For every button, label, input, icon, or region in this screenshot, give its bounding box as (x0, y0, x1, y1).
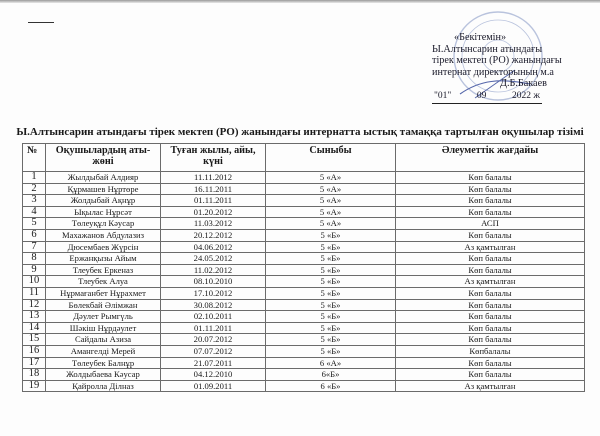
row-num: 4 (23, 206, 46, 218)
birth-date: 01.20.2012 (161, 206, 266, 218)
table-row (23, 253, 585, 265)
row-num: 1 (23, 172, 46, 184)
class-name: 6 «А» (266, 357, 396, 369)
birth-date: 01.11.2011 (161, 195, 266, 207)
student-name: Жолдыбаева Кәусар (46, 369, 161, 381)
class-name: 5 «Б» (266, 253, 396, 265)
row-num: 14 (23, 322, 46, 334)
row-num: 19 (23, 380, 46, 392)
social-status: Көп балалы (396, 287, 585, 299)
class-name: 5 «Б» (266, 299, 396, 311)
class-name: 5 «Б» (266, 287, 396, 299)
row-num: 12 (23, 299, 46, 311)
student-name: Шәкіш Нұрдәулет (46, 322, 161, 334)
student-name: Тлеубек Еркеназ (46, 264, 161, 276)
student-name: Жолдыбай Ақнұр (46, 195, 161, 207)
student-name: Төлеубек Балнұр (46, 357, 161, 369)
student-name: Бөлекбай Әлімжан (46, 299, 161, 311)
student-name: Сайдалы Азиза (46, 334, 161, 346)
birth-date: 01.11.2011 (161, 322, 266, 334)
date-day: "01" (434, 90, 452, 101)
class-name: 5 «А» (266, 172, 396, 184)
birth-date: 11.03.2012 (161, 218, 266, 230)
class-name: 5 «Б» (266, 241, 396, 253)
class-name: 5 «Б» (266, 276, 396, 288)
header-social: Әлеуметтік жағдайы (396, 144, 585, 172)
margin-mark (28, 22, 54, 23)
student-name: Құрмашев Нұртөре (46, 183, 161, 195)
table-row (23, 322, 585, 334)
approval-line-1: Ы.Алтынсарин атындағы (432, 43, 543, 55)
row-num: 16 (23, 345, 46, 357)
row-num: 18 (23, 369, 46, 381)
table-row (23, 172, 585, 184)
social-status: Көп балалы (396, 311, 585, 323)
class-name: 5 «А» (266, 218, 396, 230)
class-name: 5 «Б» (266, 345, 396, 357)
birth-date: 24.05.2012 (161, 253, 266, 265)
birth-date: 17.10.2012 (161, 287, 266, 299)
social-status: Көп балалы (396, 229, 585, 241)
birth-date: 07.07.2012 (161, 345, 266, 357)
social-status: Аз қамтылған (396, 276, 585, 288)
social-status: Көпбалалы (396, 345, 585, 357)
row-num: 9 (23, 264, 46, 276)
birth-date: 21.07.2011 (161, 357, 266, 369)
director-name: Д.Б.Бакаев (500, 78, 547, 90)
row-num: 11 (23, 287, 46, 299)
table-row (23, 206, 585, 218)
table-row (23, 287, 585, 299)
row-num: 7 (23, 241, 46, 253)
birth-date: 01.09.2011 (161, 380, 266, 392)
table-header-row (23, 144, 585, 172)
table-row (23, 264, 585, 276)
class-name: 5 «Б» (266, 322, 396, 334)
birth-date: 04.12.2010 (161, 369, 266, 381)
row-num: 17 (23, 357, 46, 369)
header-num: № (23, 144, 46, 172)
approval-line-2: тірек мектеп (РО) жанындағы (432, 55, 562, 67)
birth-date: 20.07.2012 (161, 334, 266, 346)
document-title: Ы.Алтынсарин атындағы тірек мектеп (РО) жанындағы интернатта ыстық тамаққа тартылған оқушылар тізімі (16, 126, 584, 138)
student-name: Амангелді Мерей (46, 345, 161, 357)
birth-date: 16.11.2011 (161, 183, 266, 195)
class-name: 5 «Б» (266, 229, 396, 241)
social-status: Көп балалы (396, 334, 585, 346)
social-status: Көп балалы (396, 195, 585, 207)
table-row (23, 334, 585, 346)
student-name: Жылдыбай Алдияр (46, 172, 161, 184)
table-row (23, 299, 585, 311)
table-row (23, 380, 585, 392)
birth-date: 02.10.2011 (161, 311, 266, 323)
student-name: Дәулет Рымгүль (46, 311, 161, 323)
social-status: Көп балалы (396, 206, 585, 218)
social-status: Көп балалы (396, 172, 585, 184)
student-name: Қайролла Ділназ (46, 380, 161, 392)
social-status: Көп балалы (396, 264, 585, 276)
student-name: Дюсембаев Жүрсін (46, 241, 161, 253)
header-class: Сыныбы (266, 144, 396, 172)
approval-date (432, 91, 542, 104)
table-row (23, 276, 585, 288)
student-name: Тлеубек Алуа (46, 276, 161, 288)
table-row (23, 311, 585, 323)
social-status: АСП (396, 218, 585, 230)
social-status: Көп балалы (396, 183, 585, 195)
birth-date: 30.08.2012 (161, 299, 266, 311)
student-name: Нұрмағанбет Нұрахмет (46, 287, 161, 299)
social-status: Көп балалы (396, 253, 585, 265)
table-row (23, 357, 585, 369)
approval-line-3: интернат директорының м.а (432, 66, 554, 78)
header-birth: Туған жылы, айы, күні (161, 144, 266, 172)
social-status: Аз қамтылған (396, 380, 585, 392)
class-name: 5 «А» (266, 195, 396, 207)
row-num: 3 (23, 195, 46, 207)
birth-date: 11.11.2012 (161, 172, 266, 184)
approval-block (432, 32, 592, 104)
table-row (23, 218, 585, 230)
students-table (22, 143, 585, 392)
class-name: 5 «Б» (266, 311, 396, 323)
student-name: Ықылас Нұрсәт (46, 206, 161, 218)
social-status: Көп балалы (396, 299, 585, 311)
table-row (23, 229, 585, 241)
header-name: Оқушылардың аты-жөні (46, 144, 161, 172)
date-month: 09 (476, 90, 487, 101)
table-row (23, 195, 585, 207)
approval-heading: «Бекітемін» (454, 32, 507, 43)
social-status: Көп балалы (396, 322, 585, 334)
page-top-edge (0, 0, 600, 3)
row-num: 15 (23, 334, 46, 346)
row-num: 10 (23, 276, 46, 288)
birth-date: 20.12.2012 (161, 229, 266, 241)
row-num: 6 (23, 229, 46, 241)
row-num: 13 (23, 311, 46, 323)
student-name: Ержанқызы Айым (46, 253, 161, 265)
social-status: Көп балалы (396, 357, 585, 369)
table-row (23, 241, 585, 253)
table-row (23, 183, 585, 195)
student-name: Төлеуқұл Кәусар (46, 218, 161, 230)
table-row (23, 345, 585, 357)
date-year: 2022 ж (512, 90, 540, 101)
class-name: 5 «Б» (266, 334, 396, 346)
birth-date: 08.10.2010 (161, 276, 266, 288)
birth-date: 11.02.2012 (161, 264, 266, 276)
row-num: 5 (23, 218, 46, 230)
birth-date: 04.06.2012 (161, 241, 266, 253)
class-name: 5 «А» (266, 183, 396, 195)
row-num: 2 (23, 183, 46, 195)
social-status: Аз қамтылған (396, 241, 585, 253)
student-name: Махажанов Абдулазиз (46, 229, 161, 241)
class-name: 5 «А» (266, 206, 396, 218)
class-name: 6«Б» (266, 369, 396, 381)
social-status: Көп балалы (396, 369, 585, 381)
table-row (23, 369, 585, 381)
class-name: 6 «Б» (266, 380, 396, 392)
row-num: 8 (23, 253, 46, 265)
class-name: 5 «Б» (266, 264, 396, 276)
